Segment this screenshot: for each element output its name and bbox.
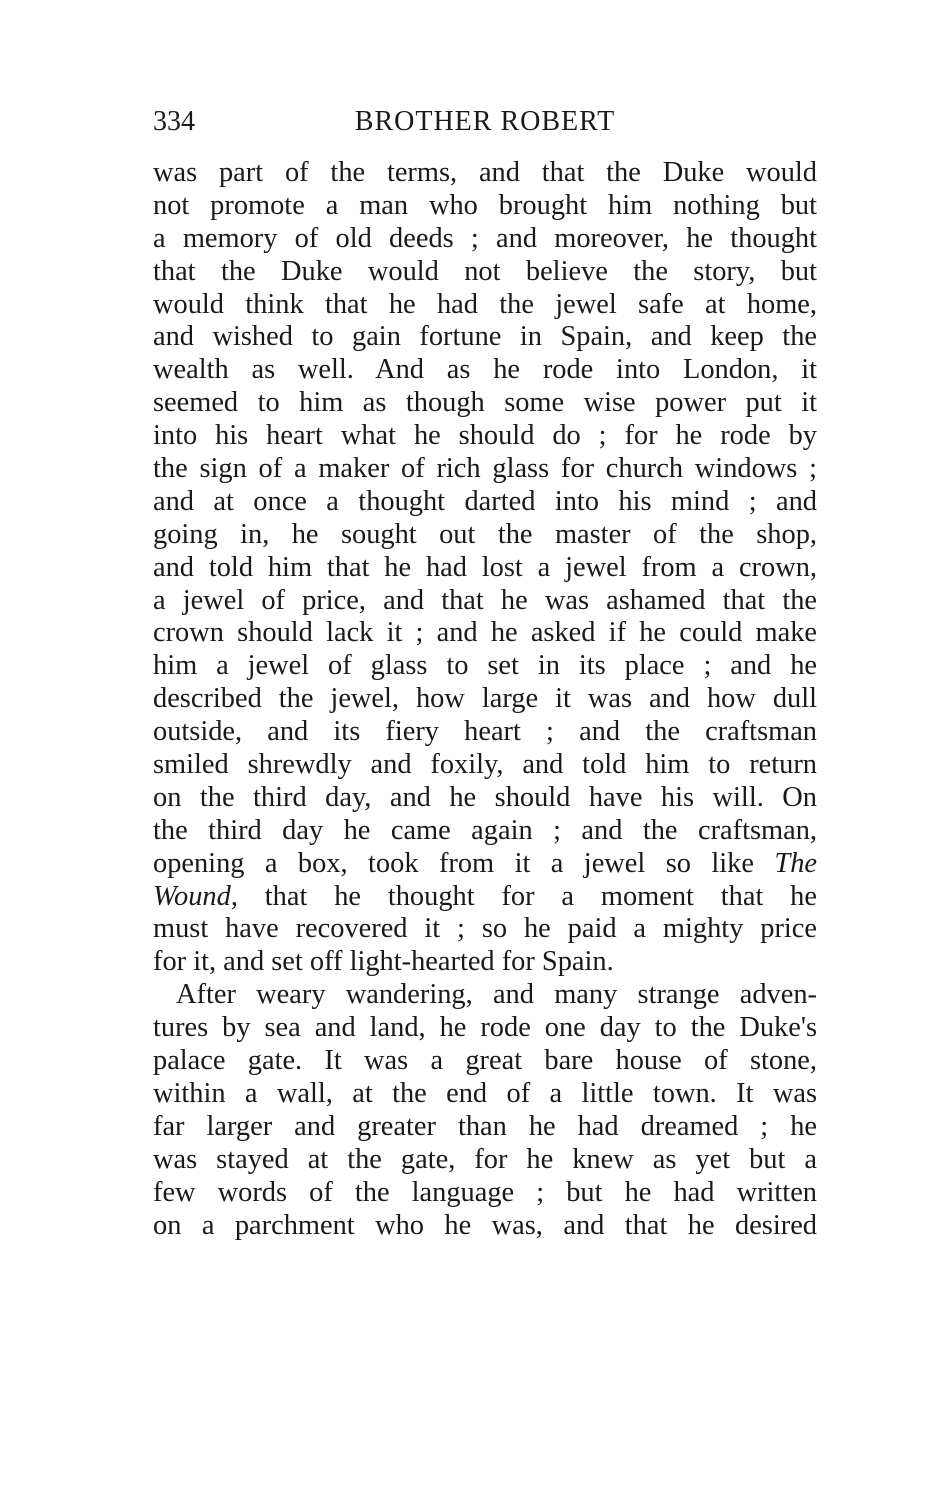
text-line: and told him that he had lost a jewel from a crown, [153,551,817,583]
text-line: described the jewel, how large it was and how dull [153,683,817,715]
text-line: crown should lack it ; and he asked if he could make [153,617,817,649]
italic-title: Wound, [153,880,238,912]
italic-title: The [774,847,817,879]
text-line: must have recovered it ; so he paid a mighty price [153,913,817,945]
text-line: not promote a man who brought him nothing but [153,189,817,221]
text-line: a memory of old deeds ; and moreover, he thought [153,222,817,254]
text-line: tures by sea and land, he rode one day to the Duke's [153,1012,817,1044]
text-line: on a parchment who he was, and that he desired [153,1209,817,1241]
text-line: and wished to gain fortune in Spain, and keep the [153,321,817,353]
text-line: would think that he had the jewel safe at home, [153,288,817,320]
text-line: into his heart what he should do ; for he rode by [153,420,817,452]
text-line: few words of the language ; but he had written [153,1176,817,1208]
text-line: seemed to him as though some wise power put it [153,387,817,419]
text-line: wealth as well. And as he rode into London, it [153,354,817,386]
text-line: a jewel of price, and that he was ashamed that the [153,584,817,616]
text-line: After weary wandering, and many strange adven- [176,979,817,1011]
text-line [153,848,817,881]
text-line: within a wall, at the end of a little town. It was [153,1077,817,1109]
page-number: 334 [153,106,195,137]
text-line: him a jewel of glass to set in its place ; and he [153,650,817,682]
text-line: that the Duke would not believe the story, but [153,255,817,287]
text-line: on the third day, and he should have his will. On [153,781,817,813]
text-line: was stayed at the gate, for he knew as yet but a [153,1143,817,1175]
text-line [153,881,817,914]
text-run: that he thought for a moment that he [264,880,817,912]
running-head [153,104,817,140]
text-line: far larger and greater than he had dreamed ; he [153,1110,817,1142]
paragraph-2 [153,979,817,1242]
text-line: smiled shrewdly and foxily, and told him to return [153,749,817,781]
text-line: outside, and its fiery heart ; and the craftsman [153,716,817,748]
text-line: the sign of a maker of rich glass for church windows ; [153,453,817,485]
text-line: was part of the terms, and that the Duke would [153,157,817,188]
paragraph-1 [153,157,817,979]
text-line: and at once a thought darted into his mind ; and [153,485,817,517]
book-page [153,104,817,1242]
text-line: for it, and set off light-hearted for Spain. [153,946,614,978]
body-text [153,157,817,1242]
running-title: BROTHER ROBERT [354,106,616,137]
text-line: going in, he sought out the master of the shop, [153,518,817,550]
text-line: palace gate. It was a great bare house of stone, [153,1045,817,1077]
text-line: the third day he came again ; and the craftsman, [153,814,817,846]
text-run: opening a box, took from it a jewel so like [153,847,754,879]
